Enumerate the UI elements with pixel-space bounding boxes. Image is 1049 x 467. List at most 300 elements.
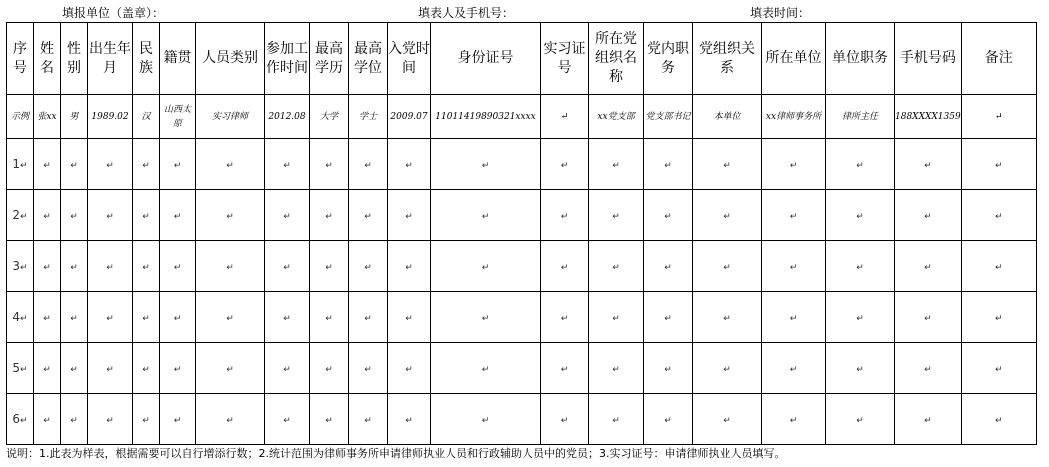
paragraph-mark: ↵ bbox=[405, 314, 413, 324]
blank-cell[interactable] bbox=[431, 292, 541, 343]
paragraph-mark: ↵ bbox=[364, 212, 372, 222]
paragraph-mark: ↵ bbox=[856, 314, 864, 324]
col-header: 手机号码 bbox=[895, 23, 962, 95]
blank-cell[interactable] bbox=[431, 241, 541, 292]
blank-cell[interactable] bbox=[895, 343, 962, 394]
example-cell[interactable]: 2012.08 bbox=[265, 95, 310, 139]
blank-cell[interactable] bbox=[61, 394, 88, 445]
paragraph-mark: ↵ bbox=[612, 212, 620, 222]
paragraph-mark: ↵ bbox=[283, 161, 291, 171]
paragraph-mark: ↵ bbox=[325, 416, 333, 426]
blank-cell[interactable] bbox=[133, 190, 160, 241]
paragraph-mark: ↵ bbox=[924, 263, 932, 273]
paragraph-mark: ↵ bbox=[560, 161, 569, 171]
paragraph-mark: ↵ bbox=[612, 263, 620, 273]
paragraph-mark: ↵ bbox=[364, 365, 372, 375]
paragraph-mark: ↵ bbox=[405, 365, 413, 375]
example-cell[interactable]: 山西太原 bbox=[160, 95, 196, 139]
paragraph-mark: ↵ bbox=[142, 161, 150, 171]
blank-cell[interactable] bbox=[589, 394, 644, 445]
paragraph-mark: ↵ bbox=[924, 314, 932, 324]
row-number-cell[interactable] bbox=[7, 190, 34, 241]
paragraph-mark: ↵ bbox=[106, 416, 114, 426]
paragraph-mark: ↵ bbox=[283, 365, 291, 375]
paragraph-mark: ↵ bbox=[405, 263, 413, 273]
paragraph-mark: ↵ bbox=[405, 212, 413, 222]
paragraph-mark: ↵ bbox=[789, 263, 798, 273]
paragraph-mark: ↵ bbox=[20, 365, 28, 375]
blank-cell[interactable] bbox=[310, 292, 349, 343]
col-header: 最高学历 bbox=[310, 23, 349, 95]
blank-cell[interactable] bbox=[61, 292, 88, 343]
example-cell[interactable]: 大学 bbox=[310, 95, 349, 139]
unit-label: 填报单位（盖章）： bbox=[62, 6, 165, 20]
blank-cell[interactable] bbox=[541, 394, 589, 445]
blank-cell[interactable] bbox=[61, 139, 88, 190]
example-cell[interactable]: 党支部书记 bbox=[644, 95, 693, 139]
row-number-cell[interactable] bbox=[7, 241, 34, 292]
paragraph-mark: ↵ bbox=[560, 416, 569, 426]
paragraph-mark: ↵ bbox=[856, 161, 864, 171]
blank-cell[interactable] bbox=[61, 343, 88, 394]
paragraph-mark: ↵ bbox=[664, 212, 672, 222]
paragraph-mark: ↵ bbox=[20, 212, 28, 222]
example-cell[interactable]: 本单位 bbox=[693, 95, 762, 139]
paragraph-mark: ↵ bbox=[789, 314, 798, 324]
col-header: 人员类别 bbox=[196, 23, 265, 95]
blank-cell[interactable] bbox=[589, 343, 644, 394]
blank-cell[interactable] bbox=[133, 139, 160, 190]
paragraph-mark: ↵ bbox=[612, 161, 620, 171]
blank-cell[interactable] bbox=[826, 343, 895, 394]
blank-cell[interactable] bbox=[826, 241, 895, 292]
blank-cell[interactable] bbox=[88, 139, 133, 190]
paragraph-mark: ↵ bbox=[283, 263, 291, 273]
paragraph-mark: ↵ bbox=[924, 161, 932, 171]
blank-cell[interactable] bbox=[961, 139, 1036, 190]
blank-cell[interactable] bbox=[88, 292, 133, 343]
paragraph-mark: ↵ bbox=[70, 212, 78, 222]
paragraph-mark: ↵ bbox=[43, 263, 51, 273]
blank-cell[interactable] bbox=[693, 190, 762, 241]
paragraph-mark: ↵ bbox=[789, 212, 798, 222]
blank-cell[interactable] bbox=[310, 190, 349, 241]
blank-cell[interactable] bbox=[349, 292, 388, 343]
paragraph-mark: ↵ bbox=[43, 365, 51, 375]
blank-cell[interactable] bbox=[310, 139, 349, 190]
row-number: 2 bbox=[12, 208, 21, 222]
paragraph-mark: ↵ bbox=[142, 263, 150, 273]
blank-cell[interactable] bbox=[541, 292, 589, 343]
paragraph-mark: ↵ bbox=[106, 161, 114, 171]
paragraph-mark: ↵ bbox=[405, 161, 413, 171]
blank-cell[interactable] bbox=[196, 241, 265, 292]
example-cell[interactable]: 律所主任 bbox=[826, 95, 895, 139]
paragraph-mark: ↵ bbox=[325, 212, 333, 222]
paragraph-mark: ↵ bbox=[283, 416, 291, 426]
col-header: 备注 bbox=[961, 23, 1036, 95]
paragraph-mark: ↵ bbox=[283, 212, 291, 222]
paragraph-mark: ↵ bbox=[20, 263, 28, 273]
col-header: 籍贯 bbox=[160, 23, 196, 95]
paragraph-mark: ↵ bbox=[106, 365, 114, 375]
blank-cell[interactable] bbox=[895, 394, 962, 445]
paragraph-mark: ↵ bbox=[325, 161, 333, 171]
blank-cell[interactable] bbox=[541, 343, 589, 394]
blank-cell[interactable] bbox=[388, 241, 431, 292]
col-header: 姓名 bbox=[34, 23, 61, 95]
blank-cell[interactable] bbox=[160, 190, 196, 241]
col-header: 最高学位 bbox=[349, 23, 388, 95]
blank-cell[interactable] bbox=[196, 139, 265, 190]
row-number: 5 bbox=[12, 361, 21, 375]
col-header: 民族 bbox=[133, 23, 160, 95]
example-cell[interactable]: 男 bbox=[61, 95, 88, 139]
paragraph-mark: ↵ bbox=[856, 365, 864, 375]
blank-cell[interactable] bbox=[133, 241, 160, 292]
row-number: 6 bbox=[12, 412, 21, 426]
paragraph-mark: ↵ bbox=[481, 416, 490, 426]
table-header-row bbox=[7, 23, 1037, 95]
footer-note: 说明：1.此表为样表，根据需要可以自行增添行数；2.统计范围为律师事务所申请律师执业人员和行政辅助人员中的党员；3.实习证号：申请律师执业人员填写。 bbox=[6, 447, 786, 460]
blank-cell[interactable] bbox=[388, 343, 431, 394]
paragraph-mark: ↵ bbox=[20, 416, 28, 426]
paragraph-mark: ↵ bbox=[283, 314, 291, 324]
paragraph-mark: ↵ bbox=[364, 416, 372, 426]
row-number: 3 bbox=[12, 259, 21, 273]
paragraph-mark: ↵ bbox=[226, 263, 234, 273]
paragraph-mark: ↵ bbox=[226, 314, 234, 324]
paragraph-mark: ↵ bbox=[723, 416, 731, 426]
paragraph-mark: ↵ bbox=[43, 314, 51, 324]
blank-cell[interactable] bbox=[160, 241, 196, 292]
example-cell[interactable]: 学士 bbox=[349, 95, 388, 139]
blank-cell[interactable] bbox=[762, 241, 826, 292]
paragraph-mark: ↵ bbox=[20, 314, 28, 324]
blank-cell[interactable] bbox=[895, 241, 962, 292]
blank-cell[interactable] bbox=[34, 190, 61, 241]
paragraph-mark: ↵ bbox=[70, 263, 78, 273]
paragraph-mark: ↵ bbox=[226, 365, 234, 375]
blank-cell[interactable] bbox=[310, 241, 349, 292]
paragraph-mark: ↵ bbox=[226, 416, 234, 426]
paragraph-mark: ↵ bbox=[106, 263, 114, 273]
paragraph-mark: ↵ bbox=[723, 365, 731, 375]
blank-cell[interactable] bbox=[644, 343, 693, 394]
paragraph-mark: ↵ bbox=[856, 212, 864, 222]
example-cell[interactable]: 汉 bbox=[133, 95, 160, 139]
blank-cell[interactable] bbox=[133, 343, 160, 394]
paragraph-mark: ↵ bbox=[664, 314, 672, 324]
blank-cell[interactable] bbox=[693, 292, 762, 343]
blank-cell[interactable] bbox=[693, 343, 762, 394]
blank-cell[interactable] bbox=[961, 343, 1036, 394]
blank-cell[interactable] bbox=[644, 139, 693, 190]
blank-cell[interactable] bbox=[961, 190, 1036, 241]
blank-cell[interactable] bbox=[34, 343, 61, 394]
blank-cell[interactable] bbox=[693, 394, 762, 445]
row-number: 4 bbox=[12, 310, 21, 324]
paragraph-mark: ↵ bbox=[924, 365, 932, 375]
blank-cell[interactable] bbox=[160, 343, 196, 394]
blank-cell[interactable] bbox=[895, 139, 962, 190]
col-header: 实习证号 bbox=[541, 23, 589, 95]
blank-cell[interactable] bbox=[388, 292, 431, 343]
blank-cell[interactable] bbox=[196, 190, 265, 241]
example-cell[interactable]: xx律师事务所 bbox=[762, 95, 826, 139]
blank-cell[interactable] bbox=[34, 139, 61, 190]
blank-cell[interactable] bbox=[431, 394, 541, 445]
blank-cell[interactable] bbox=[265, 139, 310, 190]
paragraph-mark: ↵ bbox=[70, 416, 78, 426]
paragraph-mark: ↵ bbox=[560, 263, 569, 273]
blank-cell[interactable] bbox=[762, 139, 826, 190]
paragraph-mark: ↵ bbox=[364, 314, 372, 324]
paragraph-mark: ↵ bbox=[142, 314, 150, 324]
paragraph-mark: ↵ bbox=[481, 212, 490, 222]
row-number: 1 bbox=[12, 157, 21, 171]
blank-cell[interactable] bbox=[160, 139, 196, 190]
blank-cell[interactable] bbox=[34, 241, 61, 292]
blank-cell[interactable] bbox=[431, 343, 541, 394]
paragraph-mark: ↵ bbox=[325, 365, 333, 375]
table-row bbox=[7, 241, 1037, 292]
blank-cell[interactable] bbox=[133, 394, 160, 445]
col-header: 性别 bbox=[61, 23, 88, 95]
blank-cell[interactable] bbox=[265, 292, 310, 343]
row-number-cell[interactable] bbox=[7, 292, 34, 343]
col-header: 出生年月 bbox=[88, 23, 133, 95]
blank-cell[interactable] bbox=[961, 394, 1036, 445]
paragraph-mark: ↵ bbox=[560, 111, 569, 122]
col-header: 身份证号 bbox=[431, 23, 541, 95]
blank-cell[interactable] bbox=[762, 190, 826, 241]
paragraph-mark: ↵ bbox=[924, 416, 932, 426]
blank-cell[interactable] bbox=[88, 343, 133, 394]
blank-cell[interactable] bbox=[826, 190, 895, 241]
example-cell[interactable]: 示例 bbox=[7, 95, 34, 139]
row-number-cell[interactable] bbox=[7, 139, 34, 190]
col-header: 序号 bbox=[7, 23, 34, 95]
paragraph-mark: ↵ bbox=[142, 416, 150, 426]
paragraph-mark: ↵ bbox=[789, 365, 798, 375]
example-cell[interactable]: 188XXXX1359 bbox=[895, 95, 962, 139]
blank-cell[interactable] bbox=[196, 394, 265, 445]
paragraph-mark: ↵ bbox=[560, 212, 569, 222]
blank-cell[interactable] bbox=[431, 190, 541, 241]
paragraph-mark: ↵ bbox=[664, 365, 672, 375]
paragraph-mark: ↵ bbox=[994, 314, 1003, 324]
row-number-cell[interactable] bbox=[7, 394, 34, 445]
paragraph-mark: ↵ bbox=[612, 416, 620, 426]
row-number-cell[interactable] bbox=[7, 343, 34, 394]
col-header: 所在单位 bbox=[762, 23, 826, 95]
blank-cell[interactable] bbox=[34, 292, 61, 343]
blank-cell[interactable] bbox=[895, 292, 962, 343]
blank-cell[interactable] bbox=[762, 343, 826, 394]
blank-cell[interactable] bbox=[961, 241, 1036, 292]
blank-cell[interactable] bbox=[61, 241, 88, 292]
filler-label: 填表人及手机号： bbox=[418, 6, 515, 20]
paragraph-mark: ↵ bbox=[994, 111, 1003, 122]
paragraph-mark: ↵ bbox=[20, 161, 28, 171]
paragraph-mark: ↵ bbox=[43, 416, 51, 426]
example-cell[interactable] bbox=[541, 95, 589, 139]
paragraph-mark: ↵ bbox=[856, 263, 864, 273]
blank-cell[interactable] bbox=[265, 190, 310, 241]
paragraph-mark: ↵ bbox=[560, 365, 569, 375]
paragraph-mark: ↵ bbox=[43, 161, 51, 171]
example-cell[interactable]: xx党支部 bbox=[589, 95, 644, 139]
paragraph-mark: ↵ bbox=[325, 314, 333, 324]
time-label: 填表时间： bbox=[750, 6, 811, 20]
blank-cell[interactable] bbox=[349, 241, 388, 292]
paragraph-mark: ↵ bbox=[560, 314, 569, 324]
paragraph-mark: ↵ bbox=[364, 161, 372, 171]
paragraph-mark: ↵ bbox=[70, 161, 78, 171]
paragraph-mark: ↵ bbox=[612, 365, 620, 375]
blank-cell[interactable] bbox=[644, 394, 693, 445]
paragraph-mark: ↵ bbox=[994, 263, 1003, 273]
blank-cell[interactable] bbox=[160, 394, 196, 445]
blank-cell[interactable] bbox=[693, 139, 762, 190]
paragraph-mark: ↵ bbox=[856, 416, 864, 426]
example-cell[interactable]: 1989.02 bbox=[88, 95, 133, 139]
paragraph-mark: ↵ bbox=[664, 161, 672, 171]
blank-cell[interactable] bbox=[541, 190, 589, 241]
paragraph-mark: ↵ bbox=[173, 365, 182, 375]
example-row bbox=[7, 95, 1037, 139]
paragraph-mark: ↵ bbox=[173, 314, 182, 324]
example-cell[interactable]: 张xx bbox=[34, 95, 61, 139]
blank-cell[interactable] bbox=[388, 190, 431, 241]
paragraph-mark: ↵ bbox=[173, 212, 182, 222]
paragraph-mark: ↵ bbox=[405, 416, 413, 426]
blank-cell[interactable] bbox=[644, 241, 693, 292]
blank-cell[interactable] bbox=[34, 394, 61, 445]
blank-cell[interactable] bbox=[589, 241, 644, 292]
blank-cell[interactable] bbox=[895, 190, 962, 241]
blank-cell[interactable] bbox=[541, 241, 589, 292]
blank-cell[interactable] bbox=[388, 394, 431, 445]
paragraph-mark: ↵ bbox=[106, 314, 114, 324]
paragraph-mark: ↵ bbox=[325, 263, 333, 273]
example-cell[interactable]: 2009.07 bbox=[388, 95, 431, 139]
paragraph-mark: ↵ bbox=[70, 365, 78, 375]
blank-cell[interactable] bbox=[961, 292, 1036, 343]
blank-cell[interactable] bbox=[310, 343, 349, 394]
table-row bbox=[7, 190, 1037, 241]
paragraph-mark: ↵ bbox=[664, 416, 672, 426]
form-header bbox=[0, 2, 1049, 22]
blank-cell[interactable] bbox=[88, 190, 133, 241]
blank-cell[interactable] bbox=[88, 394, 133, 445]
blank-cell[interactable] bbox=[589, 190, 644, 241]
col-header: 党内职务 bbox=[644, 23, 693, 95]
blank-cell[interactable] bbox=[265, 241, 310, 292]
paragraph-mark: ↵ bbox=[789, 416, 798, 426]
blank-cell[interactable] bbox=[762, 292, 826, 343]
paragraph-mark: ↵ bbox=[481, 263, 490, 273]
paragraph-mark: ↵ bbox=[173, 263, 182, 273]
blank-cell[interactable] bbox=[826, 394, 895, 445]
example-cell[interactable] bbox=[961, 95, 1036, 139]
blank-cell[interactable] bbox=[349, 190, 388, 241]
blank-cell[interactable] bbox=[693, 241, 762, 292]
paragraph-mark: ↵ bbox=[723, 314, 731, 324]
blank-cell[interactable] bbox=[762, 394, 826, 445]
col-header: 入党时间 bbox=[388, 23, 431, 95]
col-header: 党组织关系 bbox=[693, 23, 762, 95]
col-header: 所在党组织名称 bbox=[589, 23, 644, 95]
example-cell[interactable]: 11011419890321xxxx bbox=[431, 95, 541, 139]
blank-cell[interactable] bbox=[826, 139, 895, 190]
paragraph-mark: ↵ bbox=[481, 365, 490, 375]
blank-cell[interactable] bbox=[265, 394, 310, 445]
paragraph-mark: ↵ bbox=[723, 263, 731, 273]
blank-cell[interactable] bbox=[644, 190, 693, 241]
paragraph-mark: ↵ bbox=[142, 212, 150, 222]
blank-cell[interactable] bbox=[196, 292, 265, 343]
blank-cell[interactable] bbox=[349, 343, 388, 394]
paragraph-mark: ↵ bbox=[106, 212, 114, 222]
blank-cell[interactable] bbox=[431, 139, 541, 190]
blank-cell[interactable] bbox=[349, 394, 388, 445]
blank-cell[interactable] bbox=[826, 292, 895, 343]
blank-cell[interactable] bbox=[265, 343, 310, 394]
paragraph-mark: ↵ bbox=[481, 161, 490, 171]
paragraph-mark: ↵ bbox=[142, 365, 150, 375]
paragraph-mark: ↵ bbox=[364, 263, 372, 273]
paragraph-mark: ↵ bbox=[723, 161, 731, 171]
table-row bbox=[7, 292, 1037, 343]
paragraph-mark: ↵ bbox=[70, 314, 78, 324]
table-row bbox=[7, 343, 1037, 394]
col-header: 参加工作时间 bbox=[265, 23, 310, 95]
example-cell[interactable]: 实习律师 bbox=[196, 95, 265, 139]
blank-cell[interactable] bbox=[160, 292, 196, 343]
blank-cell[interactable] bbox=[589, 292, 644, 343]
paragraph-mark: ↵ bbox=[226, 161, 234, 171]
table-row bbox=[7, 394, 1037, 445]
paragraph-mark: ↵ bbox=[43, 212, 51, 222]
blank-cell[interactable] bbox=[133, 292, 160, 343]
blank-cell[interactable] bbox=[310, 394, 349, 445]
paragraph-mark: ↵ bbox=[173, 161, 182, 171]
paragraph-mark: ↵ bbox=[664, 263, 672, 273]
paragraph-mark: ↵ bbox=[924, 212, 932, 222]
blank-cell[interactable] bbox=[644, 292, 693, 343]
paragraph-mark: ↵ bbox=[994, 212, 1003, 222]
col-header: 单位职务 bbox=[826, 23, 895, 95]
paragraph-mark: ↵ bbox=[612, 314, 620, 324]
paragraph-mark: ↵ bbox=[226, 212, 234, 222]
table-row bbox=[7, 139, 1037, 190]
paragraph-mark: ↵ bbox=[994, 365, 1003, 375]
blank-cell[interactable] bbox=[388, 139, 431, 190]
paragraph-mark: ↵ bbox=[723, 212, 731, 222]
paragraph-mark: ↵ bbox=[173, 416, 182, 426]
paragraph-mark: ↵ bbox=[481, 314, 490, 324]
blank-cell[interactable] bbox=[589, 139, 644, 190]
blank-cell[interactable] bbox=[541, 139, 589, 190]
party-member-table bbox=[6, 22, 1037, 445]
paragraph-mark: ↵ bbox=[994, 161, 1003, 171]
blank-cell[interactable] bbox=[349, 139, 388, 190]
blank-cell[interactable] bbox=[61, 190, 88, 241]
blank-cell[interactable] bbox=[196, 343, 265, 394]
blank-cell[interactable] bbox=[88, 241, 133, 292]
